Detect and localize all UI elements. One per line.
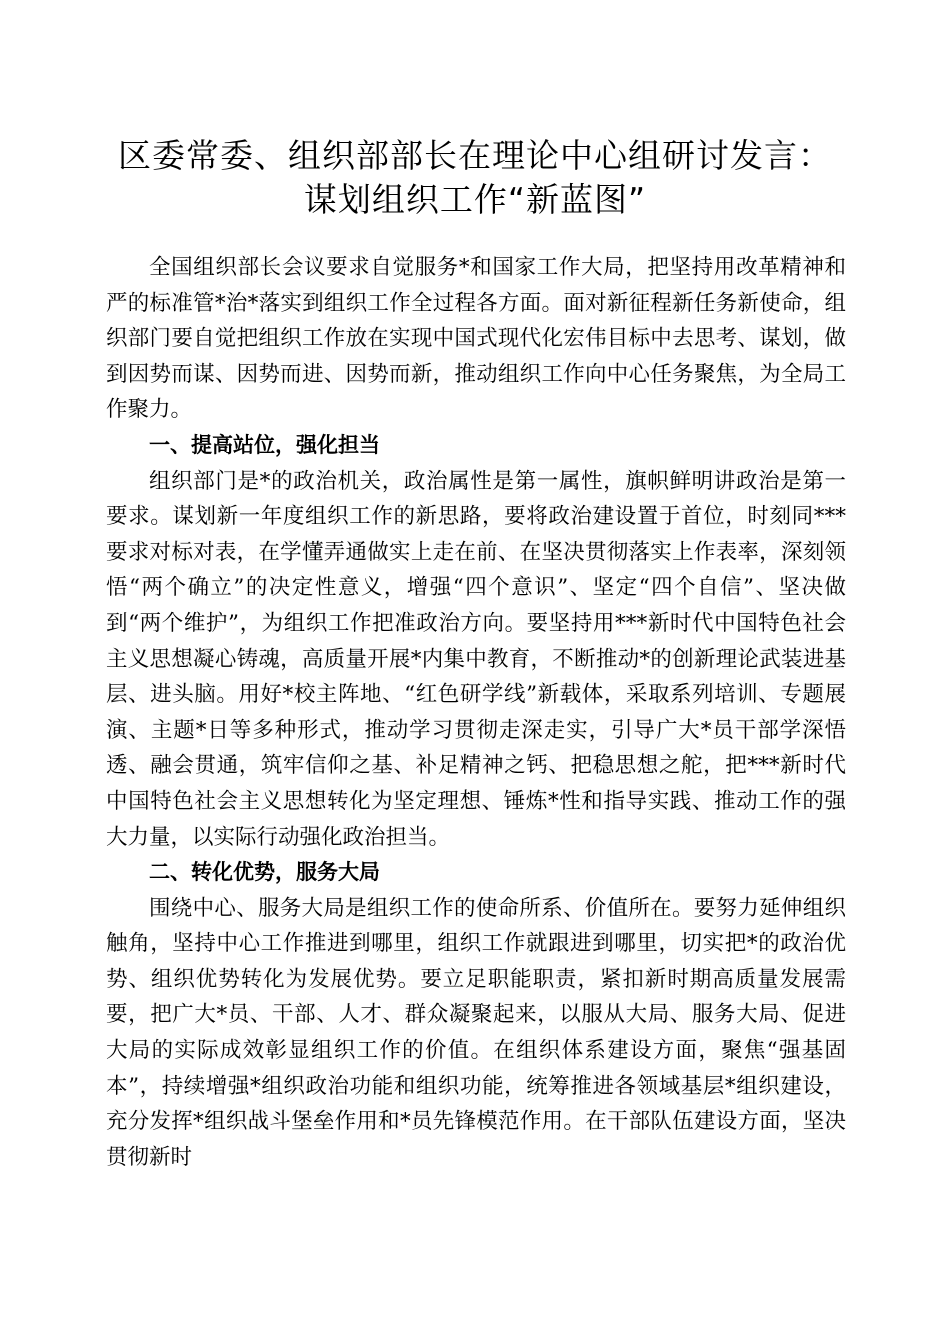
document-title-line-1: 区委常委、组织部部长在理论中心组研讨发言： [118,136,832,175]
document-body [106,250,846,1175]
section-2-heading: 二、转化优势，服务大局 [149,860,380,885]
section-2-paragraph: 围绕中心、服务大局是组织工作的使命所系、价值所在。要努力延伸组织触角，坚持中心工作推进到哪里，组织工作就跟进到哪里，切实把*的政治优势、组织优势转化为发展优势。要立足职能职责，紧扣新时期高质量发展需要，把广大*员、干部、人才、群众凝聚起来，以服从大局、服务大局、促进大局的实际成效彰显组织工作的价值。在组织体系建设方面，聚焦“强基固本”，持续增强*组织政治功能和组织功能，统筹推进各领域基层*组织建设，充分发挥*组织战斗堡垒作用和*员先锋模范作用。在干部队伍建设方面，坚决贯彻新时 [106,895,846,1170]
section-1-paragraph: 组织部门是*的政治机关，政治属性是第一属性，旗帜鲜明讲政治是第一要求。谋划新一年度组织工作的新思路，要将政治建设置于首位，时刻同***要求对标对表，在学懂弄通做实上走在前、在坚决贯彻落实上作表率，深刻领悟“两个确立”的决定性意义，增强“四个意识”、坚定“四个自信”、坚决做到“两个维护”，为组织工作把准政治方向。要坚持用***新时代中国特色社会主义思想凝心铸魂，高质量开展*内集中教育，不断推动*的创新理论武装进基层、进头脑。用好*校主阵地、“红色研学线”新载体，采取系列培训、专题展演、主题*日等多种形式，推动学习贯彻走深走实，引导广大*员干部学深悟透、融会贯通，筑牢信仰之基、补足精神之钙、把稳思想之舵，把***新时代中国特色社会主义思想转化为坚定理想、锤炼*性和指导实践、推动工作的强大力量，以实际行动强化政治担当。 [106,468,846,850]
document-title-line-2: 谋划组织工作“新蓝图” [303,180,647,219]
intro-paragraph: 全国组织部长会议要求自觉服务*和国家工作大局，把坚持用改革精神和严的标准管*治*落实到组织工作全过程各方面。面对新征程新任务新使命，组织部门要自觉把组织工作放在实现中国式现代化宏伟目标中去思考、谋划，做到因势而谋、因势而进、因势而新，推动组织工作向中心任务聚焦，为全局工作聚力。 [106,255,846,423]
section-1-heading: 一、提高站位，强化担当 [149,432,380,457]
